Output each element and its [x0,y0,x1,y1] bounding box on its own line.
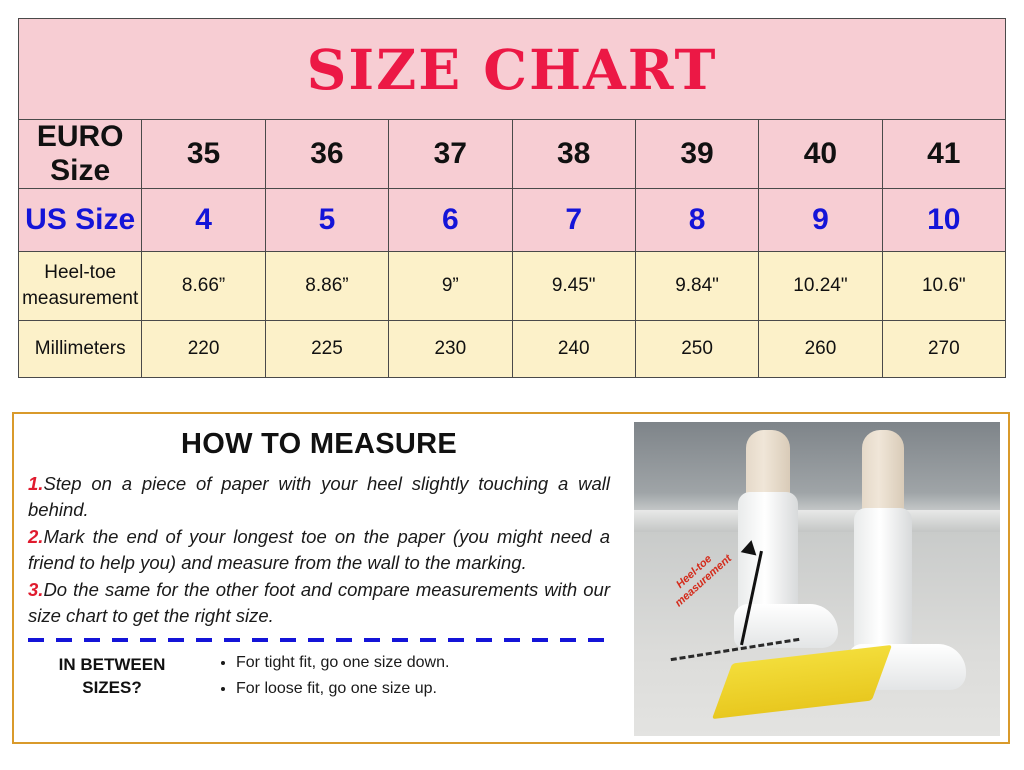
measure-step-2-number: 2. [28,526,44,548]
how-to-measure-text [14,414,624,742]
cell-euro-38: 38 [512,120,635,189]
cell-mm-38: 240 [512,321,635,378]
photo-measure-label: Heel-toe measurement [672,552,735,610]
cell-euro-40: 40 [759,120,882,189]
measure-step-3 [28,577,610,628]
cell-euro-35: 35 [142,120,265,189]
photo-illustration [634,422,1000,736]
dashed-divider [28,638,610,642]
wall-background [634,422,1000,516]
cell-mm-37: 230 [389,321,512,378]
sock-left [738,492,798,620]
row-label-heel-toe: Heel-toe measurement [19,252,142,321]
cell-us-5: 5 [265,189,388,252]
measure-step-1-text: Step on a piece of paper with your heel slightly touching a wall behind. [28,473,610,520]
size-chart-table [18,18,1006,378]
measurement-photo [634,422,1000,736]
cell-mm-35: 220 [142,321,265,378]
cell-euro-41: 41 [882,120,1005,189]
cell-heel-38: 9.45" [512,252,635,321]
cell-mm-41: 270 [882,321,1005,378]
in-between-sizes-label: IN BETWEEN SIZES? [58,655,166,698]
in-between-sizes-tips [214,650,449,701]
cell-us-6: 6 [389,189,512,252]
how-to-measure-panel [12,412,1010,744]
cell-heel-35: 8.66” [142,252,265,321]
row-label-millimeters: Millimeters [19,321,142,378]
list-item: • For loose fit, go one size up. [236,676,449,702]
cell-heel-41: 10.6" [882,252,1005,321]
row-label-us-size: US Size [19,189,142,252]
cell-euro-36: 36 [265,120,388,189]
cell-us-8: 8 [635,189,758,252]
measure-arrow-icon [741,538,760,555]
cell-euro-37: 37 [389,120,512,189]
how-to-measure-title: HOW TO MEASURE [181,428,457,460]
cell-mm-40: 260 [759,321,882,378]
cell-heel-37: 9” [389,252,512,321]
leg-left [746,430,790,500]
in-between-sizes-section [28,650,610,701]
measure-step-3-number: 3. [28,579,44,601]
table-row-millimeters [19,321,1006,378]
page-title: SIZE CHART [19,19,1006,120]
baseboard [634,510,1000,532]
cell-us-7: 7 [512,189,635,252]
cell-us-4: 4 [142,189,265,252]
cell-mm-36: 225 [265,321,388,378]
cell-mm-39: 250 [635,321,758,378]
leg-right [862,430,904,516]
cell-heel-40: 10.24" [759,252,882,321]
cell-us-10: 10 [882,189,1005,252]
cell-heel-39: 9.84" [635,252,758,321]
cell-heel-36: 8.86” [265,252,388,321]
measure-step-3-text: Do the same for the other foot and compare measurements with our size chart to get the right size. [28,579,610,626]
table-row-heel-toe [19,252,1006,321]
measure-step-2-text: Mark the end of your longest toe on the paper (you might need a friend to help you) and measure from the wall to the marking. [28,526,610,573]
list-item: • For tight fit, go one size down. [236,650,449,676]
table-row-euro-size [19,120,1006,189]
size-chart-table-wrapper [18,18,1006,378]
table-row-us-size [19,189,1006,252]
title-row [19,19,1006,120]
row-label-euro-size: EURO Size [19,120,142,189]
measure-step-1-number: 1. [28,473,44,494]
cell-euro-39: 39 [635,120,758,189]
sock-right [854,508,912,658]
measure-step-2 [28,524,610,575]
cell-us-9: 9 [759,189,882,252]
measure-step-1 [28,471,610,522]
